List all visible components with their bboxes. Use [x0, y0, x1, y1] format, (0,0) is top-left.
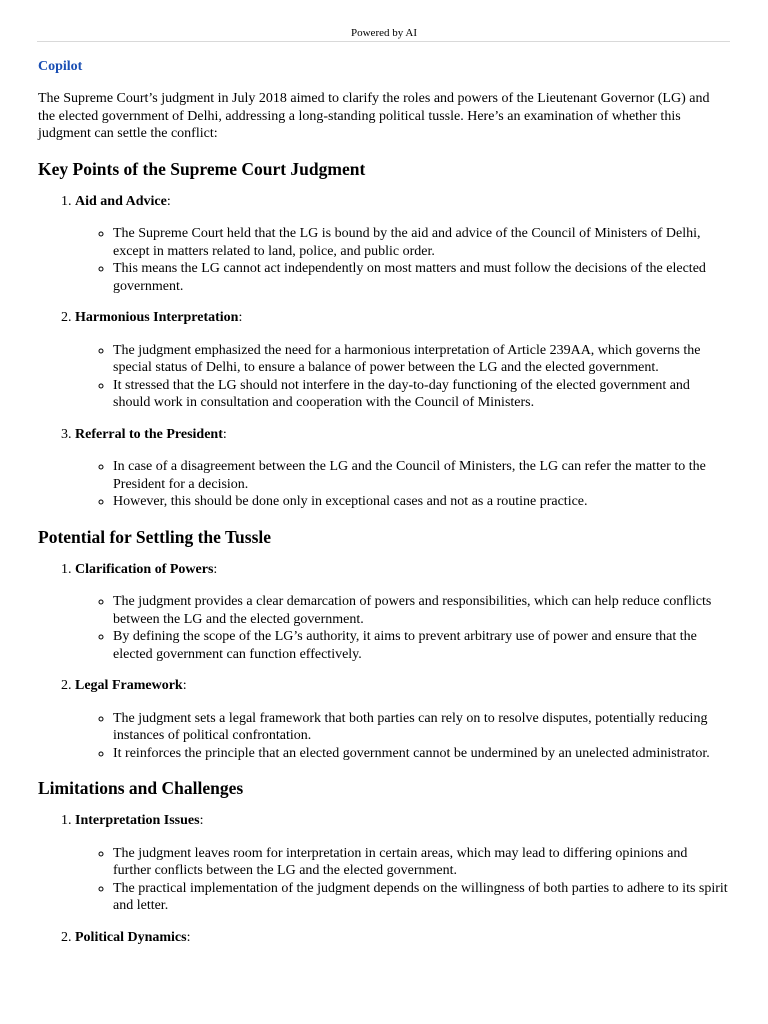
section-heading: Limitations and Challenges — [38, 778, 244, 798]
bullet-list — [75, 342, 728, 412]
bullet-item: ◦ In case of a disagreement between the LG and the Council of Ministers, the LG can refer the matter to the President for a decision. — [113, 458, 728, 493]
intro-paragraph: The Supreme Court’s judgment in July 2018 aimed to clarify the roles and powers of the Lieutenant Governor (LG) and the elected government of Delhi, addressing a long-standing political tussle. Here’s an examination of whether this judgment can settle the conflict: — [38, 91, 710, 141]
numbered-list-item: 1. Aid and Advice: ◦ The Supreme Court held that the LG is bound by the aid and advice of the Council of Ministers of Delhi, except in matters related to land, police, and public order. ◦ This means the LG cannot act independently on most matters and must follow the decisions of the elected government. — [75, 193, 728, 296]
numbered-list-item: 2. Harmonious Interpretation: ◦ The judgment emphasized the need for a harmonious interpretation of Article 239AA, which governs the special status of Delhi, to ensure a balance of power between the LG and the elected government. ◦ It stressed that the LG should not interfere in the day-to-day functioning of the elected government and should work in consultation and cooperation with the Council of Ministers. — [75, 309, 728, 412]
numbered-list-item: 1. Interpretation Issues: ◦ The judgment leaves room for interpretation in certain areas, which may lead to differing opinions and further conflicts between the LG and the elected government. ◦ The practical implementation of the judgment depends on the willingness of both parties to adhere to its spirit and letter. — [75, 812, 728, 915]
bullet-list — [75, 593, 728, 663]
item-title: Interpretation Issues — [75, 813, 200, 828]
bullet-item: ◦ The practical implementation of the judgment depends on the willingness of both parties to adhere to its spirit and letter. — [113, 880, 728, 915]
section-heading: Key Points of the Supreme Court Judgment — [38, 158, 366, 179]
item-title: Aid and Advice — [75, 193, 167, 209]
powered-by-label: Powered by AI — [351, 27, 417, 39]
numbered-list — [38, 193, 728, 511]
item-title: Clarification of Powers — [75, 561, 214, 577]
bullet-list — [75, 458, 728, 511]
item-title: Harmonious Interpretation — [75, 310, 239, 325]
bullet-item: ◦ The judgment emphasized the need for a harmonious interpretation of Article 239AA, which governs the special status of Delhi, to ensure a balance of power between the LG and the elected government. — [113, 342, 728, 377]
bullet-item: ◦ The Supreme Court held that the LG is bound by the aid and advice of the Council of Ministers of Delhi, except in matters related to land, police, and public order. — [113, 225, 728, 260]
bullet-list — [75, 225, 728, 295]
bullet-item: ◦ However, this should be done only in exceptional cases and not as a routine practice. — [113, 493, 728, 511]
numbered-list-item: 2. Legal Framework: ◦ The judgment sets a legal framework that both parties can rely on to resolve disputes, potentially reducing instances of political confrontation. ◦ It reinforces the principle that an elected government cannot be undermined by an unelected administrator. — [75, 677, 728, 762]
response-content — [38, 58, 728, 946]
item-title: Political Dynamics — [75, 929, 187, 945]
bullet-list — [75, 845, 728, 915]
bullet-item: ◦ The judgment sets a legal framework that both parties can rely on to resolve disputes, potentially reducing instances of political confrontation. — [113, 710, 728, 745]
bullet-item: ◦ It stressed that the LG should not interfere in the day-to-day functioning of the elected government and should work in consultation and cooperation with the Council of Ministers. — [113, 377, 728, 412]
item-title: Referral to the President — [75, 426, 223, 442]
item-title: Legal Framework — [75, 678, 183, 693]
numbered-list-item: 1. Clarification of Powers: ◦ The judgment provides a clear demarcation of powers and responsibilities, which can help reduce conflicts between the LG and the elected government. ◦ By defining the scope of the LG’s authority, it aims to prevent arbitrary use of power and ensure that the elected government can function effectively. — [75, 561, 728, 664]
numbered-list — [38, 561, 728, 763]
assistant-name: Copilot — [38, 59, 83, 74]
bullet-item: ◦ The judgment provides a clear demarcation of powers and responsibilities, which can help reduce conflicts between the LG and the elected government. — [113, 593, 728, 628]
header-divider — [37, 41, 730, 42]
bullet-list — [75, 710, 728, 763]
sections-container — [38, 159, 728, 947]
section-heading: Potential for Settling the Tussle — [38, 526, 272, 547]
numbered-list — [38, 812, 728, 946]
numbered-list-item: 2. Political Dynamics: — [75, 929, 728, 947]
bullet-item: ◦ This means the LG cannot act independently on most matters and must follow the decisions of the elected government. — [113, 260, 728, 295]
bullet-item: ◦ It reinforces the principle that an elected government cannot be undermined by an unelected administrator. — [113, 745, 728, 763]
bullet-item: ◦ By defining the scope of the LG’s authority, it aims to prevent arbitrary use of power and ensure that the elected government can function effectively. — [113, 628, 728, 663]
bullet-item: ◦ The judgment leaves room for interpretation in certain areas, which may lead to differing opinions and further conflicts between the LG and the elected government. — [113, 845, 728, 880]
numbered-list-item: 3. Referral to the President: ◦ In case of a disagreement between the LG and the Council of Ministers, the LG can refer the matter to the President for a decision. ◦ However, this should be done only in exceptional cases and not as a routine practice. — [75, 426, 728, 511]
